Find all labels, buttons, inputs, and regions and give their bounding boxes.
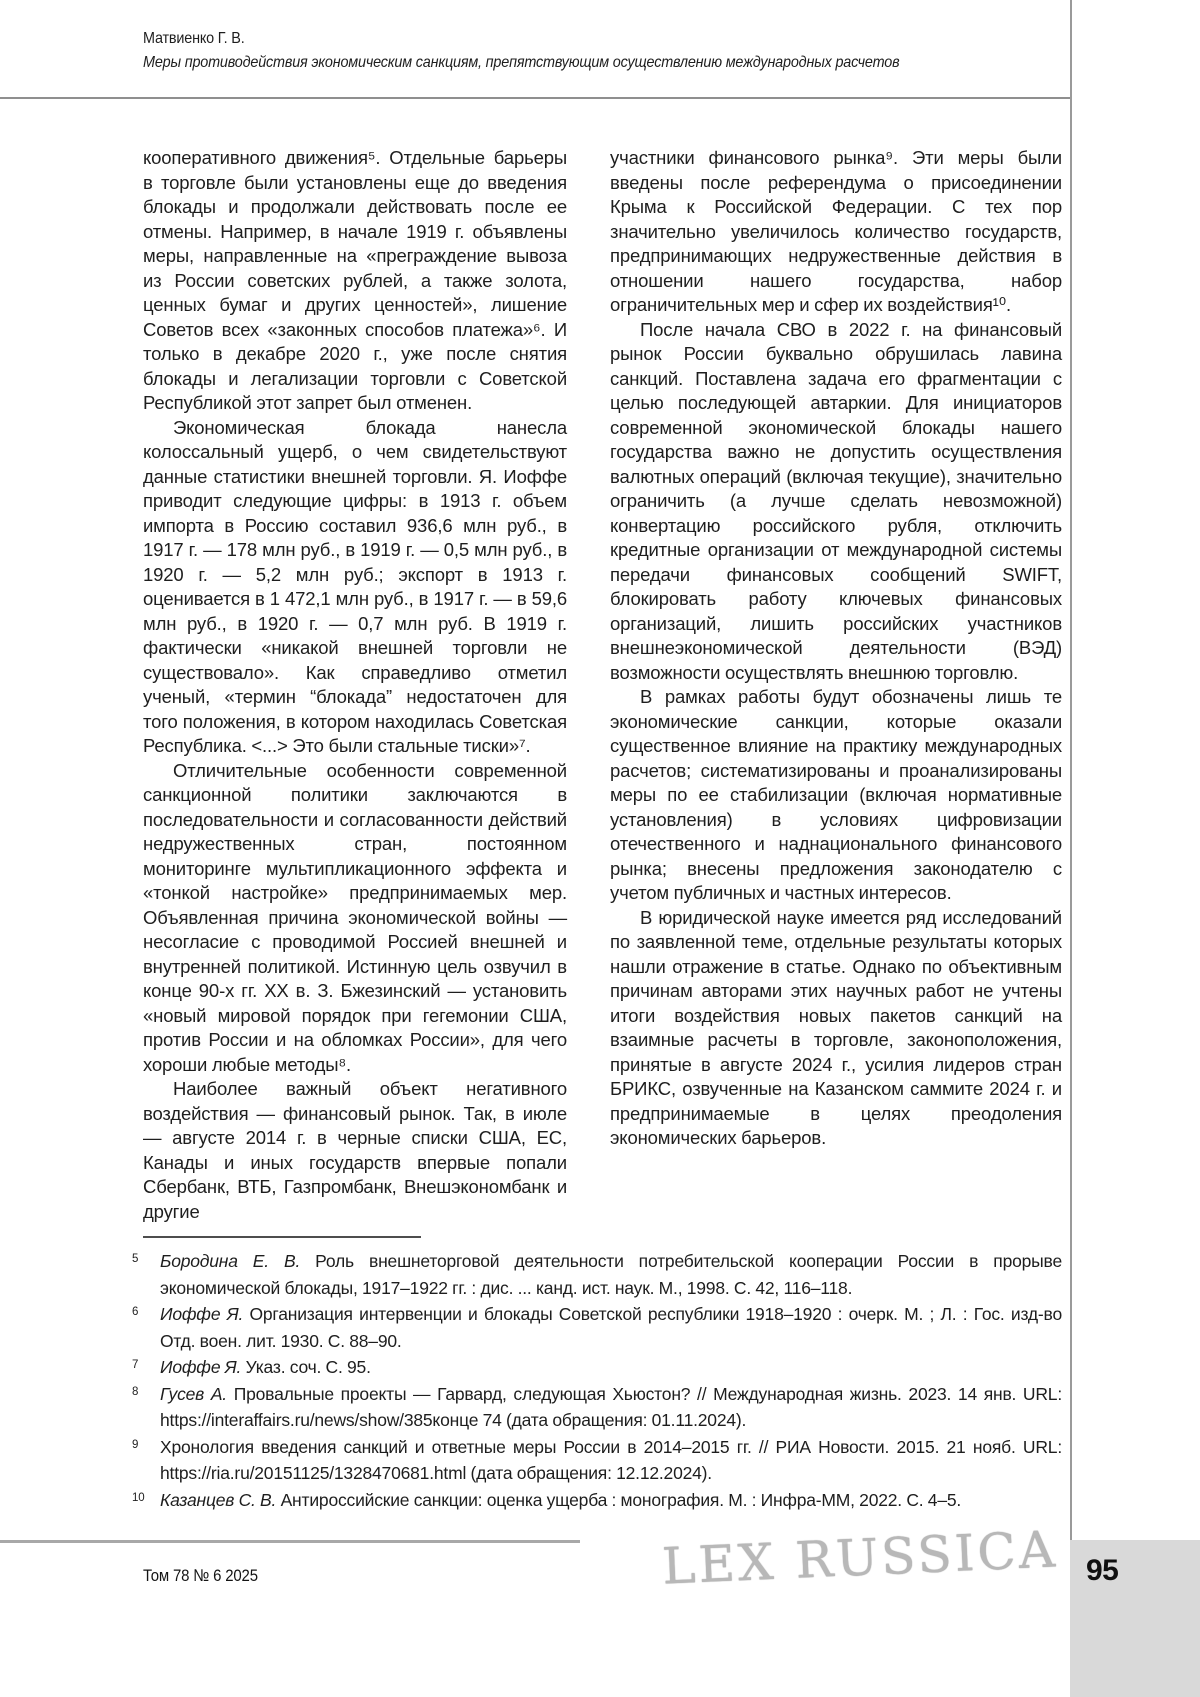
footnote-number: 6	[132, 1306, 139, 1318]
footnote-author: Иоффе Я.	[160, 1304, 244, 1324]
footnote-text	[160, 1354, 1062, 1381]
footnote-number: 5	[132, 1253, 139, 1265]
footnote	[130, 1248, 1062, 1301]
footnote-separator	[143, 1236, 421, 1238]
page-number: 95	[1086, 1554, 1119, 1587]
footnote-body-text: Провальные проекты — Гарвард, следующая Хьюстон? // Международная жизнь. 2023. 14 янв. URL: https://interaffairs.ru/news/show/385конце 74 (дата обращения: 01.11.2024).	[160, 1383, 1063, 1430]
footnotes	[130, 1248, 1062, 1513]
header-rule	[0, 97, 1070, 99]
footnote-text	[160, 1487, 1062, 1514]
paragraph-continuation: участники финансового рынка⁹. Эти меры были введены после референдума о присоединении Крыма к Российской Федерации. С тех пор значительно увеличилось количество государств, предпринимающих недружественные действия в отношении нашего государства, набор ограничительных мер и сфер их воздействия¹⁰.	[610, 147, 1062, 315]
footnote-author: Казанцев С. В.	[160, 1489, 277, 1510]
paragraph: Наиболее важный объект негативного воздействия — финансовый рынок. Так, в июле — августе 2014 г. в черные списки США, ЕС, Канады и иных государств впервые попали Сбербанк, ВТБ, Газпромбанк, Внешэкономбанк и другие	[143, 1078, 567, 1222]
running-head	[143, 28, 1043, 74]
running-head-article-title: Меры противодействия экономическим санкциям, препятствующим осуществлению международных расчетов	[143, 54, 900, 71]
volume-info: Том 78 № 6 2025	[143, 1566, 258, 1585]
footnote-text	[160, 1248, 1062, 1301]
page-number-badge	[1070, 1540, 1200, 1697]
journal-logo: LEX RUSSICA	[661, 1520, 1059, 1596]
footnote-author: Бородина Е. В.	[160, 1251, 301, 1271]
paragraph: Экономическая блокада нанесла колоссальный ущерб, о чем свидетельствуют данные статистики внешней торговли. Я. Иоффе приводит следующие цифры: в 1913 г. объем импорта в Россию составил 936,6 млн руб., в 1917 г. — 178 млн руб., в 1919 г. — 0,5 млн руб., в 1920 г. — 5,2 млн руб.; экспорт в 1913 г. оценивается в 1 472,1 млн руб., в 1917 г. — в 59,6 млн руб., в 1920 г. — 0,7 млн руб. В 1919 г. фактически «никакой внешней торговли не существовало». Как справедливо отметил ученый, «термин “блокада” недостаточен для того положения, в котором находилась Советская Республика. <...> Это были стальные тиски»⁷.	[143, 416, 567, 756]
footnote-number: 7	[132, 1359, 139, 1371]
footnote	[130, 1487, 1062, 1514]
text-column-right	[610, 146, 1062, 1151]
footnote-body-text: Антироссийские санкции: оценка ущерба : монография. М. : Инфра-ММ, 2022. С. 4–5.	[280, 1489, 962, 1510]
text-column-left	[143, 146, 567, 1224]
footnote-body-text: Роль внешнеторговой деятельности потребительской кооперации России в прорыве экономической блокады, 1917–1922 гг. : дис. ... канд. ист. наук. М., 1998. С. 42, 116–118.	[160, 1251, 1062, 1298]
footnote-author: Иоффе Я.	[160, 1357, 242, 1377]
paragraph: В юридической науке имеется ряд исследований по заявленной теме, отдельные результаты которых нашли отражение в статье. Однако по объективным причинам авторами этих научных работ не учтены итоги воздействия новых пакетов санкций на взаимные расчеты в торговле, законоположения, принятые в августе 2024 г., усилия лидеров стран БРИКС, озвученные на Казанском саммите 2024 г. и предпринимаемые в целях преодоления экономических барьеров.	[610, 906, 1062, 1148]
footnote	[130, 1354, 1062, 1381]
footnote-body-text: Организация интервенции и блокады Советской республики 1918–1920 : очерк. М. ; Л. : Гос. изд-во Отд. воен. лит. 1930. С. 88–90.	[160, 1304, 1062, 1351]
paragraph: В рамках работы будут обозначены лишь те экономические санкции, которые оказали существенное влияние на практику международных расчетов; систематизированы и проанализированы меры по ее стабилизации (включая нормативные установления) в условиях цифровизации отечественного и наднационального финансового рынка; внесены предложения законодателю с учетом публичных и частных интересов.	[610, 686, 1062, 903]
footnote-text	[160, 1381, 1062, 1434]
paragraph-continuation: кооперативного движения⁵. Отдельные барьеры в торговле были установлены еще до введения блокады и продолжали действовать после ее отмены. Например, в начале 1919 г. объявлены меры, направленные на «преграждение вывоза из России советских рублей, а также золота, ценных бумаг и других ценностей», лишение Советов всех «законных способов платежа»⁶. И только в декабре 2020 г., уже после снятия блокады и легализации торговли с Советской Республикой этот запрет был отменен.	[143, 147, 567, 413]
footnote-number: 10	[132, 1491, 145, 1504]
footnote	[130, 1434, 1062, 1487]
paragraph: Отличительные особенности современной санкционной политики заключаются в последовательности и согласованности действий недружественных стран, постоянном мониторинге мультипликационного эффекта и «тонкой настройке» предпринимаемых мер. Объявленная причина экономической войны — несогласие с проводимой Россией внешней и внутренней политикой. Истинную цель озвучил в конце 90-х гг. XX в. З. Бжезинский — установить «новый мировой порядок при гегемонии США, против России и на обломках России», для чего хороши любые методы⁸.	[143, 759, 567, 1075]
running-head-author: Матвиенко Г. В.	[143, 30, 245, 47]
footnote-number: 9	[132, 1438, 139, 1451]
footnote	[130, 1381, 1062, 1434]
footnote-body-text: Указ. соч. С. 95.	[245, 1357, 371, 1377]
margin-vertical-rule	[1070, 0, 1072, 1540]
footnote-text	[160, 1434, 1062, 1487]
footnote-author: Гусев А.	[160, 1383, 227, 1404]
footnote	[130, 1301, 1062, 1354]
paragraph: После начала СВО в 2022 г. на финансовый рынок России буквально обрушилась лавина санкций. Поставлена задача его фрагментации с целью последующей автаркии. Для инициаторов современной экономической блокады нашего государства важно не допустить осуществления валютных операций (включая текущие), значительно ограничить (а лучше сделать невозможной) конвертацию российского рубля, отключить кредитные организации от международной системы передачи финансовых сообщений SWIFT, блокировать работу ключевых финансовых организаций, лишить российских участников внешнеэкономической деятельности (ВЭД) возможности осуществлять внешнюю торговлю.	[610, 318, 1062, 683]
footnote-body-text: Хронология введения санкций и ответные меры России в 2014–2015 гг. // РИА Новости. 2015. 21 нояб. URL: https://ria.ru/20151125/1328470681.html (дата обращения: 12.12.2024).	[160, 1436, 1062, 1483]
footnote-number: 8	[132, 1385, 139, 1398]
footnote-text	[160, 1301, 1062, 1354]
footer-rule	[0, 1540, 580, 1543]
